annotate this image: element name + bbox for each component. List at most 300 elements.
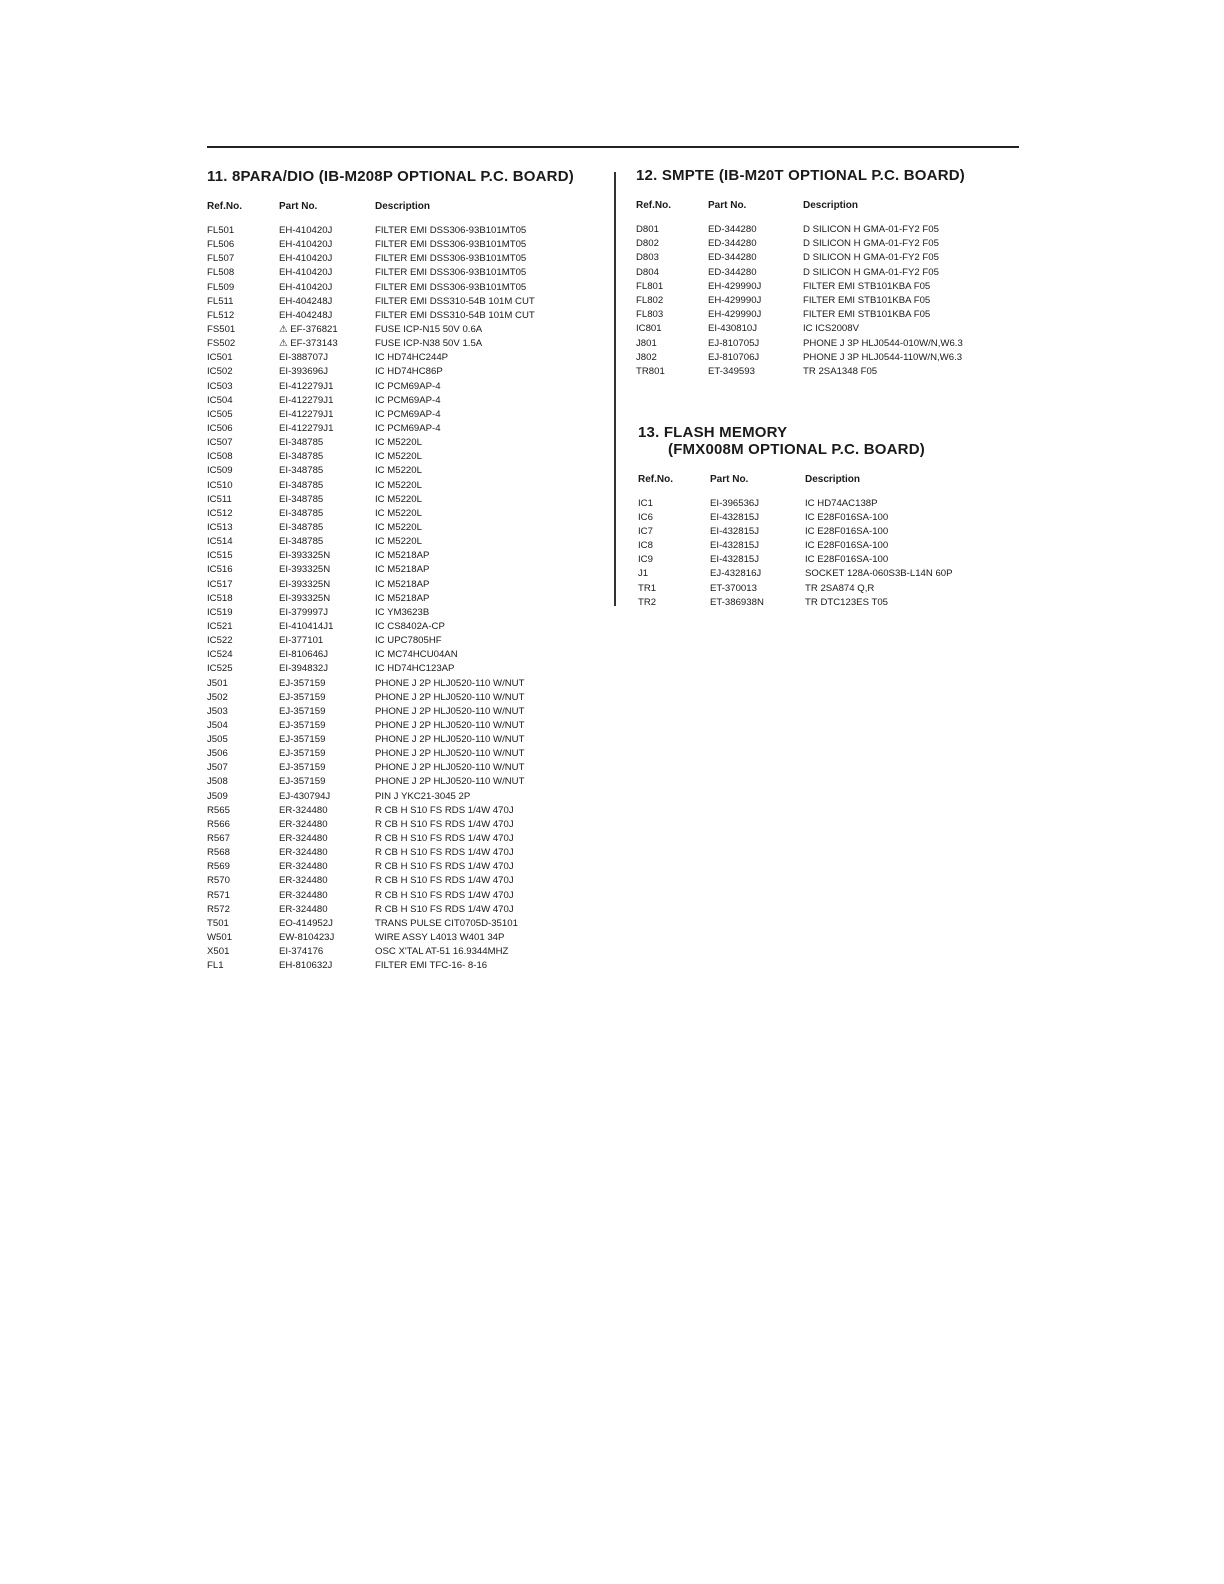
description: PHONE J 2P HLJ0520-110 W/NUT (375, 776, 525, 788)
part-no: ER-324480 (279, 875, 328, 887)
description: IC M5220L (375, 521, 422, 533)
part-no: EH-410420J (279, 239, 333, 251)
part-no: ER-324480 (279, 889, 328, 901)
table-row (207, 945, 607, 959)
description: FILTER EMI DSS306-93B101MT05 (375, 239, 527, 251)
description: IC UPC7805HF (375, 635, 442, 647)
desc-header: Description (803, 200, 859, 211)
description: R CB H S10 FS RDS 1/4W 470J (375, 818, 514, 830)
part-no: EI-410414J1 (279, 620, 334, 632)
table-row (207, 832, 607, 846)
description: FILTER EMI DSS306-93B101MT05 (375, 253, 527, 265)
part-no: EH-404248J (279, 295, 333, 307)
part-header: Part No. (708, 200, 747, 211)
description: R CB H S10 FS RDS 1/4W 470J (375, 875, 514, 887)
table-row (207, 818, 607, 832)
section-title: 12. SMPTE (IB-M20T OPTIONAL P.C. BOARD) (636, 167, 965, 184)
part-no: EI-412279J1 (279, 422, 334, 434)
description: IC M5220L (375, 479, 422, 491)
parts-table (636, 223, 1016, 379)
table-row (638, 511, 1018, 525)
ref-no: IC502 (207, 366, 233, 378)
ref-no: R572 (207, 903, 230, 915)
part-no: EI-393325N (279, 592, 331, 604)
ref-no: R568 (207, 847, 230, 859)
part-no: EI-432815J (710, 540, 760, 552)
part-no: ER-324480 (279, 833, 328, 845)
table-header (636, 200, 1016, 213)
description: PHONE J 2P HLJ0520-110 W/NUT (375, 762, 525, 774)
table-row (207, 351, 607, 365)
table-row (207, 606, 607, 620)
ref-no: R567 (207, 833, 230, 845)
table-row (207, 959, 607, 973)
description: IC M5218AP (375, 564, 430, 576)
ref-no: D804 (636, 266, 659, 278)
part-no: EI-348785 (279, 451, 324, 463)
ref-no: FS501 (207, 323, 236, 335)
table-row (207, 874, 607, 888)
description: FILTER EMI DSS306-93B101MT05 (375, 225, 527, 236)
table-row (636, 308, 1016, 322)
table-row (638, 497, 1018, 511)
table-row (207, 507, 607, 521)
table-row (636, 322, 1016, 336)
ref-no: FL511 (207, 295, 234, 307)
ref-no: FL802 (636, 294, 664, 306)
description: IC PCM69AP-4 (375, 422, 441, 434)
part-no: EI-348785 (279, 465, 324, 477)
part-no: EJ-357159 (279, 762, 326, 774)
description: PHONE J 3P HLJ0544-010W/N,W6.3 (803, 337, 963, 349)
description: FILTER EMI DSS310-54B 101M CUT (375, 309, 535, 321)
ref-no: J508 (207, 776, 228, 788)
description: OSC X'TAL AT-51 16.9344MHZ (375, 946, 509, 958)
description: PHONE J 2P HLJ0520-110 W/NUT (375, 719, 525, 731)
ref-no: FL801 (636, 280, 664, 292)
table-row (207, 846, 607, 860)
part-no: ER-324480 (279, 818, 328, 830)
part-no: EI-388707J (279, 352, 329, 364)
part-no: EI-348785 (279, 479, 324, 491)
description: FILTER EMI DSS310-54B 101M CUT (375, 295, 535, 307)
description: IC M5218AP (375, 550, 430, 562)
ref-no: J509 (207, 790, 228, 802)
table-row (207, 252, 607, 266)
table-row (207, 775, 607, 789)
description: TR DTC123ES T05 (805, 596, 888, 608)
description: IC E28F016SA-100 (805, 540, 889, 552)
description: FILTER EMI STB101KBA F05 (803, 280, 931, 292)
ref-no: J801 (636, 337, 657, 349)
table-row (636, 294, 1016, 308)
part-no: EH-404248J (279, 309, 333, 321)
part-no: EI-393325N (279, 578, 331, 590)
ref-no: FL508 (207, 267, 235, 279)
ref-no: IC511 (207, 493, 232, 505)
ref-no: IC9 (638, 554, 653, 566)
ref-no: J1 (638, 568, 649, 580)
table-row (207, 719, 607, 733)
description: IC M5220L (375, 451, 422, 463)
ref-no: IC509 (207, 465, 233, 477)
desc-header: Description (805, 474, 861, 485)
ref-no: J507 (207, 762, 228, 774)
table-row (207, 648, 607, 662)
table-row (638, 539, 1018, 553)
ref-no: J504 (207, 719, 228, 731)
ref-header: Ref.No. (207, 201, 242, 212)
description: IC HD74AC138P (805, 498, 878, 509)
part-no: EW-810423J (279, 932, 335, 944)
part-no: EI-348785 (279, 521, 324, 533)
description: IC HD74HC244P (375, 352, 449, 364)
table-row (207, 563, 607, 577)
description: FUSE ICP-N38 50V 1.5A (375, 338, 483, 350)
description: D SILICON H GMA-01-FY2 F05 (803, 266, 939, 278)
table-row (207, 422, 607, 436)
description: IC PCM69AP-4 (375, 380, 441, 392)
table-row (207, 705, 607, 719)
section-title-line1: 13. FLASH MEMORY (638, 424, 788, 441)
table-row (207, 620, 607, 634)
ref-no: R571 (207, 889, 230, 901)
table-row (638, 596, 1018, 610)
part-no: EI-348785 (279, 437, 324, 449)
part-no: EH-810632J (279, 960, 333, 972)
ref-no: FL512 (207, 309, 235, 321)
part-no: EH-410420J (279, 253, 333, 265)
part-no: EO-414952J (279, 917, 333, 929)
ref-no: TR2 (638, 596, 657, 608)
part-no: EJ-810705J (708, 337, 760, 349)
ref-no: J505 (207, 734, 228, 746)
ref-no: FL1 (207, 960, 224, 972)
ref-no: R569 (207, 861, 230, 873)
ref-no: TR801 (636, 365, 665, 377)
part-no: ED-344280 (708, 266, 757, 278)
ref-no: FL509 (207, 281, 235, 293)
part-no: EI-810646J (279, 649, 329, 661)
table-row (207, 634, 607, 648)
table-row (207, 238, 607, 252)
ref-no: IC512 (207, 507, 233, 519)
table-row (638, 553, 1018, 567)
description: IC E28F016SA-100 (805, 554, 889, 566)
ref-header: Ref.No. (636, 200, 671, 211)
part-no: ET-386938N (710, 596, 764, 608)
table-row (207, 365, 607, 379)
part-no: EI-393696J (279, 366, 329, 378)
description: PHONE J 2P HLJ0520-110 W/NUT (375, 748, 525, 760)
description: R CB H S10 FS RDS 1/4W 470J (375, 804, 514, 816)
part-no: EI-432815J (710, 512, 760, 524)
table-row (207, 691, 607, 705)
table-row (207, 662, 607, 676)
description: TR 2SA874 Q,R (805, 582, 875, 594)
ref-no: TR1 (638, 582, 657, 594)
table-row (207, 860, 607, 874)
column-divider (614, 172, 616, 606)
description: D SILICON H GMA-01-FY2 F05 (803, 252, 939, 264)
part-no: EH-410420J (279, 225, 333, 236)
description: TR 2SA1348 F05 (803, 365, 878, 377)
description: PHONE J 2P HLJ0520-110 W/NUT (375, 705, 525, 717)
ref-no: FL501 (207, 225, 235, 236)
ref-no: IC507 (207, 437, 233, 449)
ref-no: J503 (207, 705, 228, 717)
table-row (638, 567, 1018, 581)
ref-no: IC6 (638, 512, 653, 524)
part-no: EI-396536J (710, 498, 760, 509)
top-rule (207, 146, 1019, 148)
table-row (638, 525, 1018, 539)
part-no: ER-324480 (279, 804, 328, 816)
description: IC M5220L (375, 536, 422, 548)
table-row (207, 323, 607, 337)
ref-no: IC508 (207, 451, 233, 463)
description: FILTER EMI DSS306-93B101MT05 (375, 281, 527, 293)
description: SOCKET 128A-060S3B-L14N 60P (805, 568, 953, 580)
part-no: EJ-357159 (279, 719, 326, 731)
table-row (207, 380, 607, 394)
ref-no: J506 (207, 748, 228, 760)
ref-no: IC8 (638, 540, 653, 552)
ref-no: R565 (207, 804, 230, 816)
table-row (207, 592, 607, 606)
table-row (207, 493, 607, 507)
table-row (636, 251, 1016, 265)
ref-no: IC525 (207, 663, 233, 675)
part-no: EI-379997J (279, 606, 329, 618)
description: IC M5220L (375, 493, 422, 505)
section-8para-dio (207, 168, 607, 973)
table-row (636, 351, 1016, 365)
table-row (207, 931, 607, 945)
description: PHONE J 2P HLJ0520-110 W/NUT (375, 734, 525, 746)
table-row (207, 224, 607, 238)
part-no: EI-412279J1 (279, 394, 334, 406)
ref-no: IC521 (207, 620, 233, 632)
ref-no: IC522 (207, 635, 233, 647)
description: WIRE ASSY L4013 W401 34P (375, 932, 505, 944)
table-row (207, 747, 607, 761)
part-no: ED-344280 (708, 238, 757, 250)
ref-header: Ref.No. (638, 474, 673, 485)
part-no: EJ-357159 (279, 705, 326, 717)
description: R CB H S10 FS RDS 1/4W 470J (375, 861, 514, 873)
part-no: EI-412279J1 (279, 380, 334, 392)
table-row (636, 280, 1016, 294)
description: IC ICS2008V (803, 323, 859, 335)
table-row (207, 761, 607, 775)
description: R CB H S10 FS RDS 1/4W 470J (375, 889, 514, 901)
table-row (207, 479, 607, 493)
table-header (207, 201, 607, 214)
table-row (207, 889, 607, 903)
part-no: EH-410420J (279, 281, 333, 293)
description: R CB H S10 FS RDS 1/4W 470J (375, 847, 514, 859)
ref-no: IC517 (207, 578, 233, 590)
part-no: EI-374176 (279, 946, 324, 958)
ref-no: W501 (207, 932, 233, 944)
ref-no: T501 (207, 917, 229, 929)
part-no: EJ-430794J (279, 790, 331, 802)
table-row (207, 804, 607, 818)
ref-no: IC515 (207, 550, 233, 562)
section-title-line2: (FMX008M OPTIONAL P.C. BOARD) (668, 441, 925, 458)
part-no: EI-348785 (279, 536, 324, 548)
part-no: EI-377101 (279, 635, 324, 647)
description: IC M5220L (375, 507, 422, 519)
table-row (636, 337, 1016, 351)
description: FILTER EMI STB101KBA F05 (803, 309, 931, 321)
description: IC M5220L (375, 437, 422, 449)
description: PHONE J 3P HLJ0544-110W/N,W6.3 (803, 351, 963, 363)
description: IC MC74HCU04AN (375, 649, 458, 661)
part-no: EJ-357159 (279, 748, 326, 760)
ref-no: IC518 (207, 592, 233, 604)
ref-no: FL506 (207, 239, 235, 251)
part-no: EI-412279J1 (279, 408, 334, 420)
part-no: EJ-810706J (708, 351, 760, 363)
ref-no: IC516 (207, 564, 233, 576)
description: D SILICON H GMA-01-FY2 F05 (803, 238, 939, 250)
part-no: EI-348785 (279, 493, 324, 505)
ref-no: J802 (636, 351, 657, 363)
ref-no: IC524 (207, 649, 233, 661)
table-row (636, 237, 1016, 251)
ref-no: J502 (207, 691, 228, 703)
table-row (636, 266, 1016, 280)
description: R CB H S10 FS RDS 1/4W 470J (375, 833, 514, 845)
part-no: ET-349593 (708, 365, 755, 377)
part-no: EH-429990J (708, 294, 762, 306)
ref-no: IC506 (207, 422, 233, 434)
part-no: EJ-357159 (279, 776, 326, 788)
ref-no: IC514 (207, 536, 233, 548)
description: IC M5220L (375, 465, 422, 477)
part-no: ER-324480 (279, 847, 328, 859)
part-no: EJ-357159 (279, 691, 326, 703)
table-row (207, 677, 607, 691)
table-row (207, 281, 607, 295)
table-row (207, 535, 607, 549)
table-row (207, 436, 607, 450)
table-row (636, 365, 1016, 379)
part-no: EI-430810J (708, 323, 758, 335)
ref-no: IC513 (207, 521, 233, 533)
description: FUSE ICP-N15 50V 0.6A (375, 323, 483, 335)
part-no: EJ-357159 (279, 677, 326, 689)
description: FILTER EMI TFC-16- 8-16 (375, 960, 488, 972)
part-no: EI-393325N (279, 564, 331, 576)
ref-no: IC801 (636, 323, 662, 335)
description: PIN J YKC21-3045 2P (375, 790, 471, 802)
ref-no: J501 (207, 677, 228, 689)
table-row (207, 464, 607, 478)
part-no: ⚠ EF-376821 (279, 323, 338, 335)
part-no: EH-410420J (279, 267, 333, 279)
table-row (207, 408, 607, 422)
ref-no: IC504 (207, 394, 233, 406)
part-no: EH-429990J (708, 309, 762, 321)
ref-no: IC7 (638, 526, 653, 538)
part-no: ER-324480 (279, 903, 328, 915)
part-no: ER-324480 (279, 861, 328, 873)
table-row (207, 450, 607, 464)
description: FILTER EMI STB101KBA F05 (803, 294, 931, 306)
part-no: EJ-357159 (279, 734, 326, 746)
ref-no: IC510 (207, 479, 233, 491)
part-no: EI-393325N (279, 550, 331, 562)
ref-no: X501 (207, 946, 230, 958)
ref-no: R566 (207, 818, 230, 830)
ref-no: IC503 (207, 380, 233, 392)
ref-no: IC519 (207, 606, 233, 618)
desc-header: Description (375, 201, 431, 212)
part-no: EI-432815J (710, 526, 760, 538)
table-row (638, 582, 1018, 596)
description: IC PCM69AP-4 (375, 408, 441, 420)
description: IC E28F016SA-100 (805, 512, 889, 524)
description: FILTER EMI DSS306-93B101MT05 (375, 267, 527, 279)
parts-table (207, 224, 607, 973)
section-smpte (636, 167, 1016, 379)
table-row (207, 394, 607, 408)
description: R CB H S10 FS RDS 1/4W 470J (375, 903, 514, 915)
description: IC HD74HC86P (375, 366, 443, 378)
part-no: ED-344280 (708, 252, 757, 264)
ref-no: D802 (636, 238, 659, 250)
part-no: ED-344280 (708, 224, 757, 235)
description: PHONE J 2P HLJ0520-110 W/NUT (375, 677, 525, 689)
part-no: EI-432815J (710, 554, 760, 566)
description: IC M5218AP (375, 592, 430, 604)
parts-table (638, 497, 1018, 610)
section-flash-memory (638, 424, 1018, 610)
ref-no: IC505 (207, 408, 233, 420)
description: IC CS8402A-CP (375, 620, 445, 632)
ref-no: D801 (636, 224, 659, 235)
table-row (207, 790, 607, 804)
part-no: EI-348785 (279, 507, 324, 519)
description: IC YM3623B (375, 606, 430, 618)
ref-no: R570 (207, 875, 230, 887)
table-row (207, 578, 607, 592)
ref-no: D803 (636, 252, 659, 264)
ref-no: FS502 (207, 338, 236, 350)
part-no: EI-394832J (279, 663, 329, 675)
part-no: EJ-432816J (710, 568, 762, 580)
ref-no: FL507 (207, 253, 235, 265)
part-no: ⚠ EF-373143 (279, 338, 338, 350)
ref-no: FL803 (636, 309, 664, 321)
description: PHONE J 2P HLJ0520-110 W/NUT (375, 691, 525, 703)
table-row (207, 309, 607, 323)
table-row (207, 917, 607, 931)
table-row (636, 223, 1016, 237)
table-row (207, 337, 607, 351)
table-row (207, 521, 607, 535)
part-no: EH-429990J (708, 280, 762, 292)
ref-no: IC501 (207, 352, 233, 364)
part-header: Part No. (710, 474, 749, 485)
section-title: 11. 8PARA/DIO (IB-M208P OPTIONAL P.C. BOARD) (207, 168, 574, 185)
table-row (207, 295, 607, 309)
table-row (207, 549, 607, 563)
table-row (207, 266, 607, 280)
